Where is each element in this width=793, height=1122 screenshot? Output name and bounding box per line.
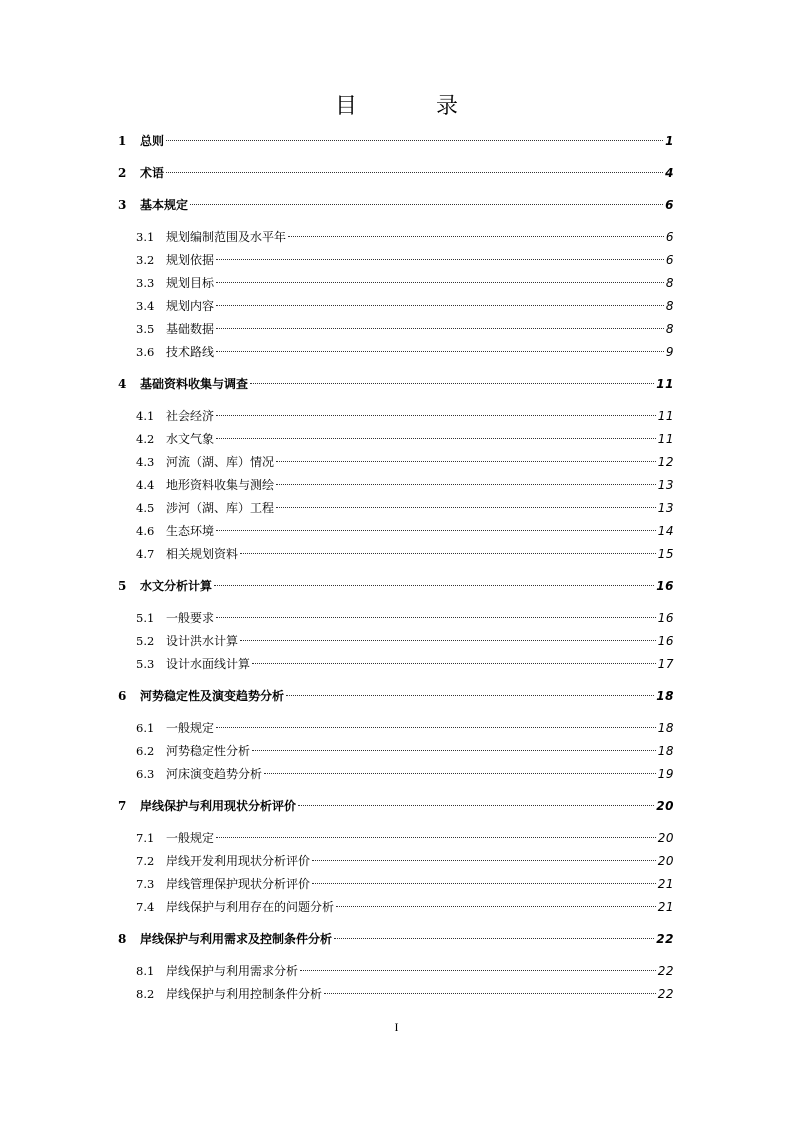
toc-entry-page-number: 8 bbox=[665, 299, 674, 313]
toc-entry-title: 岸线保护与利用存在的问题分析 bbox=[166, 900, 335, 914]
toc-entry-title: 岸线管理保护现状分析评价 bbox=[166, 877, 311, 891]
toc-dot-leader bbox=[216, 259, 664, 260]
toc-entry-number: 4 bbox=[118, 377, 127, 391]
toc-section-entry[interactable] bbox=[118, 405, 674, 428]
toc-dot-leader bbox=[216, 282, 664, 283]
toc-section-entry[interactable] bbox=[118, 763, 674, 786]
toc-entry-title: 规划内容 bbox=[166, 299, 215, 313]
toc-entry-title: 基础数据 bbox=[166, 322, 215, 336]
toc-section-entry[interactable] bbox=[118, 272, 674, 295]
toc-entry-page-number: 6 bbox=[665, 198, 674, 212]
toc-entry-page-number: 6 bbox=[665, 230, 674, 244]
toc-entry-number: 6.3 bbox=[136, 767, 155, 781]
toc-entry-page-number: 12 bbox=[657, 455, 674, 469]
toc-entry-title: 河势稳定性分析 bbox=[166, 744, 251, 758]
toc-chapter-entry[interactable] bbox=[118, 575, 674, 598]
toc-entry-page-number: 8 bbox=[665, 322, 674, 336]
toc-dot-leader bbox=[216, 530, 656, 531]
toc-entry-number: 6 bbox=[118, 689, 127, 703]
toc-dot-leader bbox=[216, 617, 656, 618]
toc-dot-leader bbox=[216, 328, 664, 329]
toc-entry-title: 技术路线 bbox=[166, 345, 215, 359]
toc-entry-title: 术语 bbox=[140, 166, 165, 180]
toc-entry-page-number: 20 bbox=[656, 799, 674, 813]
toc-section-entry[interactable] bbox=[118, 653, 674, 676]
toc-entry-title: 涉河（湖、库）工程 bbox=[166, 501, 275, 515]
toc-chapter-entry[interactable] bbox=[118, 373, 674, 396]
toc-chapter-entry[interactable] bbox=[118, 928, 674, 951]
toc-entry-number: 8.1 bbox=[136, 964, 155, 978]
toc-entry-page-number: 20 bbox=[657, 831, 674, 845]
toc-entry-title: 相关规划资料 bbox=[166, 547, 239, 561]
toc-entry-number: 2 bbox=[118, 166, 127, 180]
toc-entry-page-number: 16 bbox=[657, 634, 674, 648]
toc-entry-title: 水文气象 bbox=[166, 432, 215, 446]
toc-chapter-entry[interactable] bbox=[118, 194, 674, 217]
toc-entry-number: 4.4 bbox=[136, 478, 155, 492]
toc-entry-title: 基本规定 bbox=[140, 198, 189, 212]
toc-chapter-entry[interactable] bbox=[118, 795, 674, 818]
toc-entry-number: 3 bbox=[118, 198, 127, 212]
toc-dot-leader bbox=[166, 172, 663, 173]
toc-entry-number: 4.1 bbox=[136, 409, 155, 423]
toc-entry-number: 6.2 bbox=[136, 744, 155, 758]
toc-section-entry[interactable] bbox=[118, 428, 674, 451]
toc-entry-number: 3.4 bbox=[136, 299, 155, 313]
toc-entry-page-number: 6 bbox=[665, 253, 674, 267]
toc-section-entry[interactable] bbox=[118, 543, 674, 566]
toc-entry-title: 一般要求 bbox=[166, 611, 215, 625]
toc-dot-leader bbox=[216, 415, 656, 416]
toc-dot-leader bbox=[312, 883, 656, 884]
toc-dot-leader bbox=[216, 351, 664, 352]
toc-entry-number: 8 bbox=[118, 932, 127, 946]
toc-entry-page-number: 19 bbox=[657, 767, 674, 781]
toc-dot-leader bbox=[312, 860, 656, 861]
toc-section-entry[interactable] bbox=[118, 896, 674, 919]
toc-dot-leader bbox=[216, 305, 664, 306]
toc-dot-leader bbox=[300, 970, 656, 971]
toc-entry-page-number: 15 bbox=[657, 547, 674, 561]
toc-dot-leader bbox=[324, 993, 656, 994]
toc-entry-number: 4.5 bbox=[136, 501, 155, 515]
toc-dot-leader bbox=[214, 585, 654, 586]
toc-section-entry[interactable] bbox=[118, 318, 674, 341]
toc-dot-leader bbox=[298, 805, 654, 806]
toc-section-entry[interactable] bbox=[118, 873, 674, 896]
toc-section-entry[interactable] bbox=[118, 827, 674, 850]
toc-dot-leader bbox=[240, 553, 656, 554]
toc-entry-page-number: 22 bbox=[656, 932, 674, 946]
toc-entry-number: 1 bbox=[118, 134, 127, 148]
toc-entry-page-number: 18 bbox=[657, 744, 674, 758]
toc-entry-title: 地形资料收集与测绘 bbox=[166, 478, 275, 492]
toc-dot-leader bbox=[276, 484, 656, 485]
toc-entry-number: 4.2 bbox=[136, 432, 155, 446]
toc-entry-number: 7.1 bbox=[136, 831, 155, 845]
toc-entry-number: 3.6 bbox=[136, 345, 155, 359]
toc-section-entry[interactable] bbox=[118, 607, 674, 630]
toc-entry-number: 7.3 bbox=[136, 877, 155, 891]
toc-entry-title: 岸线保护与利用需求分析 bbox=[166, 964, 299, 978]
toc-section-entry[interactable] bbox=[118, 850, 674, 873]
toc-dot-leader bbox=[240, 640, 656, 641]
toc-entry-page-number: 11 bbox=[656, 377, 674, 391]
toc-entry-title: 岸线保护与利用现状分析评价 bbox=[140, 799, 297, 813]
toc-entry-title: 岸线开发利用现状分析评价 bbox=[166, 854, 311, 868]
toc-section-entry[interactable] bbox=[118, 249, 674, 272]
toc-entry-page-number: 9 bbox=[665, 345, 674, 359]
toc-entry-number: 4.7 bbox=[136, 547, 155, 561]
toc-section-entry[interactable] bbox=[118, 497, 674, 520]
toc-entry-number: 3.2 bbox=[136, 253, 155, 267]
toc-entry-number: 4.6 bbox=[136, 524, 155, 538]
toc-section-entry[interactable] bbox=[118, 960, 674, 983]
toc-entry-page-number: 8 bbox=[665, 276, 674, 290]
toc-section-entry[interactable] bbox=[118, 717, 674, 740]
toc-entry-page-number: 11 bbox=[657, 409, 674, 423]
toc-dot-leader bbox=[334, 938, 654, 939]
toc-section-entry[interactable] bbox=[118, 474, 674, 497]
toc-entry-page-number: 11 bbox=[657, 432, 674, 446]
toc-entry-page-number: 20 bbox=[657, 854, 674, 868]
toc-dot-leader bbox=[336, 906, 656, 907]
toc-entry-number: 5.1 bbox=[136, 611, 155, 625]
toc-entry-number: 3.5 bbox=[136, 322, 155, 336]
toc-entry-title: 一般规定 bbox=[166, 721, 215, 735]
toc-entry-page-number: 21 bbox=[657, 877, 674, 891]
toc-section-entry[interactable] bbox=[118, 630, 674, 653]
toc-entry-page-number: 22 bbox=[657, 987, 674, 1001]
toc-dot-leader bbox=[216, 438, 656, 439]
toc-entry-page-number: 16 bbox=[656, 579, 674, 593]
toc-dot-leader bbox=[166, 140, 663, 141]
toc-section-entry[interactable] bbox=[118, 983, 674, 1006]
toc-entry-title: 规划编制范围及水平年 bbox=[166, 230, 287, 244]
toc-entry-title: 一般规定 bbox=[166, 831, 215, 845]
toc-entry-title: 规划目标 bbox=[166, 276, 215, 290]
toc-entry-page-number: 13 bbox=[657, 478, 674, 492]
toc-entry-number: 7.2 bbox=[136, 854, 155, 868]
toc-entry-page-number: 18 bbox=[656, 689, 674, 703]
toc-entry-number: 3.1 bbox=[136, 230, 155, 244]
toc-section-entry[interactable] bbox=[118, 520, 674, 543]
toc-entry-title: 生态环境 bbox=[166, 524, 215, 538]
toc-entry-page-number: 18 bbox=[657, 721, 674, 735]
toc-dot-leader bbox=[252, 750, 656, 751]
toc-entry-page-number: 13 bbox=[657, 501, 674, 515]
toc-dot-leader bbox=[286, 695, 654, 696]
toc-section-entry[interactable] bbox=[118, 341, 674, 364]
toc-entry-title: 岸线保护与利用需求及控制条件分析 bbox=[140, 932, 333, 946]
table-of-contents bbox=[118, 130, 674, 1006]
toc-entry-title: 基础资料收集与调查 bbox=[140, 377, 249, 391]
toc-dot-leader bbox=[190, 204, 663, 205]
toc-chapter-entry[interactable] bbox=[118, 685, 674, 708]
toc-dot-leader bbox=[216, 837, 656, 838]
toc-title: 目 录 bbox=[335, 94, 494, 119]
toc-dot-leader bbox=[264, 773, 656, 774]
toc-dot-leader bbox=[276, 507, 656, 508]
toc-entry-title: 总则 bbox=[140, 134, 165, 148]
toc-entry-page-number: 1 bbox=[665, 134, 674, 148]
toc-chapter-entry[interactable] bbox=[118, 130, 674, 153]
toc-entry-title: 设计水面线计算 bbox=[166, 657, 251, 671]
toc-entry-number: 4.3 bbox=[136, 455, 155, 469]
toc-dot-leader bbox=[252, 663, 656, 664]
toc-entry-title: 社会经济 bbox=[166, 409, 215, 423]
toc-entry-title: 河流（湖、库）情况 bbox=[166, 455, 275, 469]
toc-entry-number: 3.3 bbox=[136, 276, 155, 290]
toc-section-entry[interactable] bbox=[118, 451, 674, 474]
toc-entry-number: 6.1 bbox=[136, 721, 155, 735]
toc-entry-page-number: 22 bbox=[657, 964, 674, 978]
toc-entry-title: 设计洪水计算 bbox=[166, 634, 239, 648]
toc-entry-title: 河床演变趋势分析 bbox=[166, 767, 263, 781]
page-footer-number: I bbox=[394, 1020, 399, 1034]
toc-dot-leader bbox=[216, 727, 656, 728]
toc-entry-title: 水文分析计算 bbox=[140, 579, 213, 593]
toc-section-entry[interactable] bbox=[118, 295, 674, 318]
toc-dot-leader bbox=[288, 236, 664, 237]
toc-entry-number: 7.4 bbox=[136, 900, 155, 914]
toc-entry-number: 7 bbox=[118, 799, 127, 813]
toc-entry-title: 河势稳定性及演变趋势分析 bbox=[140, 689, 285, 703]
toc-entry-number: 5 bbox=[118, 579, 127, 593]
toc-entry-number: 8.2 bbox=[136, 987, 155, 1001]
toc-entry-page-number: 16 bbox=[657, 611, 674, 625]
toc-entry-number: 5.3 bbox=[136, 657, 155, 671]
toc-section-entry[interactable] bbox=[118, 740, 674, 763]
toc-entry-page-number: 17 bbox=[657, 657, 674, 671]
toc-entry-number: 5.2 bbox=[136, 634, 155, 648]
toc-entry-page-number: 4 bbox=[665, 166, 674, 180]
toc-dot-leader bbox=[250, 383, 654, 384]
toc-entry-title: 规划依据 bbox=[166, 253, 215, 267]
toc-section-entry[interactable] bbox=[118, 226, 674, 249]
toc-entry-title: 岸线保护与利用控制条件分析 bbox=[166, 987, 323, 1001]
toc-dot-leader bbox=[276, 461, 656, 462]
toc-entry-page-number: 21 bbox=[657, 900, 674, 914]
toc-chapter-entry[interactable] bbox=[118, 162, 674, 185]
toc-entry-page-number: 14 bbox=[657, 524, 674, 538]
